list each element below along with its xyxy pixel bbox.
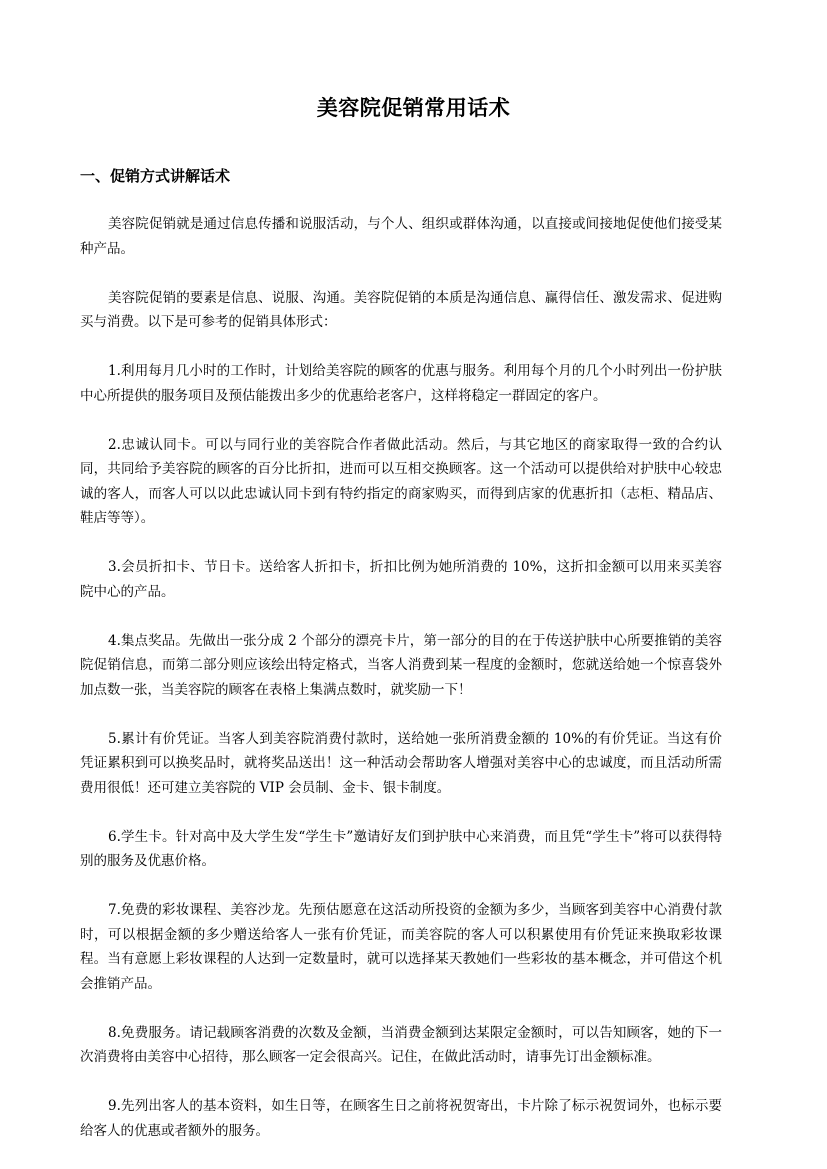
paragraph-intro-1: 美容院促销就是通过信息传播和说服活动，与个人、组织或群体沟通，以直接或间接地促使他们接受某种产品。	[80, 216, 722, 257]
paragraph-item-5: 5.累计有价凭证。当客人到美容院消费付款时，送给她一张所消费金额的 10%的有价凭证。当这有价凭证累积到可以换奖品时，就将奖品送出！这一种活动会帮助客人增强对美容中心的忠诚度，而且活动所需费用很低！还可建立美容院的 VIP 会员制、金卡、银卡制度。	[80, 730, 722, 796]
paragraph-intro-2: 美容院促销的要素是信息、说服、沟通。美容院促销的本质是沟通信息、赢得信任、激发需求、促进购买与消费。以下是可参考的促销具体形式：	[80, 289, 722, 330]
paragraph-item-7: 7.免费的彩妆课程、美容沙龙。先预估愿意在这活动所投资的金额为多少，当顾客到美容中心消费付款时，可以根据金额的多少赠送给客人一张有价凭证，而美容院的客人可以积累使用有价凭证来换取彩妆课程。当有意愿上彩妆课程的人达到一定数量时，就可以选择某天教她们一些彩妆的基本概念，并可借这个机会推销产品。	[80, 902, 722, 992]
paragraph-item-8: 8.免费服务。请记载顾客消费的次数及金额，当消费金额到达某限定金额时，可以告知顾客，她的下一次消费将由美容中心招待，那么顾客一定会很高兴。记住，在做此活动时，请事先订出金额标准。	[80, 1024, 722, 1065]
paragraph-item-9: 9.先列出客人的基本资料，如生日等，在顾客生日之前将祝贺寄出，卡片除了标示祝贺词外，也标示要给客人的优惠或者额外的服务。	[80, 1098, 722, 1139]
section-heading: 一、促销方式讲解话术	[80, 167, 231, 185]
paragraph-item-4: 4.集点奖品。先做出一张分成 2 个部分的漂亮卡片，第一部分的目的在于传送护肤中心所要推销的美容院促销信息，而第二部分则应该绘出特定格式，当客人消费到某一程度的金额时，您就送给她一个惊喜袋外加点数一张，当美容院的顾客在表格上集满点数时，就奖励一下！	[80, 632, 722, 698]
document-title: 美容院促销常用话术	[316, 95, 511, 120]
paragraph-item-1: 1.利用每月几小时的工作时，计划给美容院的顾客的优惠与服务。利用每个月的几个小时列出一份护肤中心所提供的服务项目及预估能拨出多少的优惠给老客户，这样将稳定一群固定的客户。	[80, 363, 722, 404]
paragraph-item-2: 2.忠诚认同卡。可以与同行业的美容院合作者做此活动。然后，与其它地区的商家取得一致的合约认同，共同给予美容院的顾客的百分比折扣，进而可以互相交换顾客。这一个活动可以提供给对护肤中心较忠诚的客人，而客人可以以此忠诚认同卡到有特约指定的商家购买，而得到店家的优惠折扣（志柜、精品店、鞋店等等）。	[80, 436, 722, 526]
paragraph-item-3: 3.会员折扣卡、节日卡。送给客人折扣卡，折扣比例为她所消费的 10%，这折扣金额可以用来买美容院中心的产品。	[80, 559, 722, 600]
paragraph-item-6: 6.学生卡。针对高中及大学生发“学生卡”邀请好友们到护肤中心来消费，而且凭“学生卡”将可以获得特别的服务及优惠价格。	[80, 828, 722, 869]
